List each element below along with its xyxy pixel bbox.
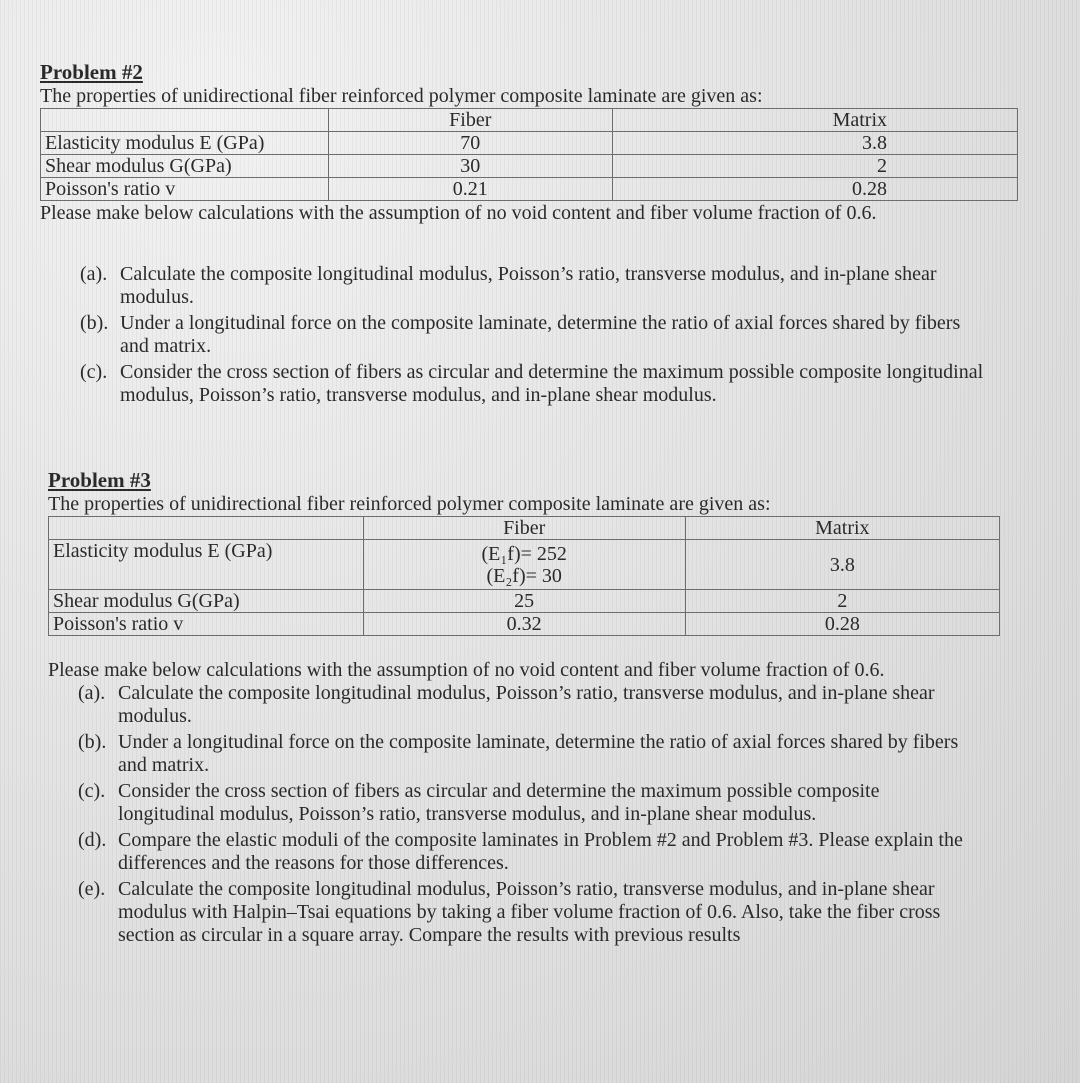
matrix-value: 2 [612, 155, 1017, 178]
list-item [78, 829, 978, 875]
row-label: Poisson's ratio v [49, 613, 364, 636]
table-row [49, 540, 1000, 590]
part-label: (e). [78, 878, 106, 900]
fiber-transverse-modulus: (E₂f)= 30 [486, 564, 562, 587]
list-item [78, 878, 978, 947]
part-label: (b). [80, 312, 109, 334]
row-label: Poisson's ratio v [41, 178, 329, 201]
matrix-value: 3.8 [612, 132, 1017, 155]
row-label: Shear modulus G(GPa) [49, 590, 364, 613]
list-item [78, 780, 978, 826]
matrix-value: 2 [685, 590, 999, 613]
part-text: Consider the cross section of fibers as circular and determine the maximum possible composite longitudinal modulus, Poisson’s ratio, transverse modulus, and in-plane shear modulus. [118, 780, 880, 825]
problem-3-properties-table [48, 516, 1000, 636]
list-item [80, 263, 985, 309]
table-row [41, 132, 1018, 155]
fiber-value: 70 [328, 132, 612, 155]
problem-2-assumption: Please make below calculations with the assumption of no void content and fiber volume fraction of 0.6. [40, 202, 877, 224]
part-text: Calculate the composite longitudinal modulus, Poisson’s ratio, transverse modulus, and in-plane shear modulus. [118, 682, 935, 727]
part-label: (c). [78, 780, 106, 802]
fiber-value: 25 [363, 590, 685, 613]
list-item [78, 731, 978, 777]
matrix-value: 3.8 [685, 540, 999, 590]
part-label: (a). [78, 682, 106, 704]
matrix-value: 0.28 [685, 613, 999, 636]
table-header-row [49, 517, 1000, 540]
problem-3-title: Problem #3 [48, 468, 151, 492]
row-label: Elasticity modulus E (GPa) [49, 540, 364, 590]
part-label: (a). [80, 263, 108, 285]
table-row [49, 613, 1000, 636]
part-text: Calculate the composite longitudinal modulus, Poisson’s ratio, transverse modulus, and in-plane shear modulus with Halpin–Tsai equations by taking a fiber volume fraction of 0.6. Also, take the fiber cross section as circular in a square array. Compare the results with previous results [118, 878, 941, 946]
row-label: Elasticity modulus E (GPa) [41, 132, 329, 155]
fiber-value-cell [363, 540, 685, 590]
part-text: Under a longitudinal force on the composite laminate, determine the ratio of axial forces shared by fibers and matrix. [118, 731, 959, 776]
table-header-fiber: Fiber [363, 517, 685, 540]
table-header-row [41, 109, 1018, 132]
part-text: Consider the cross section of fibers as circular and determine the maximum possible composite longitudinal modulus, Poisson’s ratio, transverse modulus, and in-plane shear modulus. [120, 361, 984, 406]
problem-2-title: Problem #2 [40, 60, 143, 84]
problem-2-parts-list [80, 263, 985, 407]
list-item [78, 682, 978, 728]
row-label: Shear modulus G(GPa) [41, 155, 329, 178]
problem-3-intro: The properties of unidirectional fiber reinforced polymer composite laminate are given as: [48, 493, 771, 515]
table-header-matrix: Matrix [612, 109, 1017, 132]
fiber-value: 0.21 [328, 178, 612, 201]
fiber-longitudinal-modulus: (E₁f)= 252 [481, 542, 567, 565]
part-text: Calculate the composite longitudinal modulus, Poisson’s ratio, transverse modulus, and in-plane shear modulus. [120, 263, 937, 308]
table-header-fiber: Fiber [328, 109, 612, 132]
list-item [80, 361, 985, 407]
problem-3-assumption: Please make below calculations with the assumption of no void content and fiber volume fraction of 0.6. [48, 659, 885, 681]
part-label: (d). [78, 829, 107, 851]
part-label: (c). [80, 361, 108, 383]
part-text: Under a longitudinal force on the composite laminate, determine the ratio of axial forces shared by fibers and matrix. [120, 312, 961, 357]
table-row [41, 155, 1018, 178]
problem-3-parts-list [78, 682, 978, 947]
table-row [49, 590, 1000, 613]
matrix-value: 0.28 [612, 178, 1017, 201]
part-text: Compare the elastic moduli of the composite laminates in Problem #2 and Problem #3. Please explain the differences and the reasons for those differences. [118, 829, 963, 874]
table-row [41, 178, 1018, 201]
problem-2-properties-table [40, 108, 1018, 201]
table-header-empty [49, 517, 364, 540]
problem-2-section [40, 60, 1020, 410]
problem-2-intro: The properties of unidirectional fiber reinforced polymer composite laminate are given as: [40, 85, 763, 107]
list-item [80, 312, 985, 358]
part-label: (b). [78, 731, 107, 753]
problem-3-section [48, 468, 1008, 950]
fiber-value: 0.32 [363, 613, 685, 636]
table-header-empty [41, 109, 329, 132]
table-header-matrix: Matrix [685, 517, 999, 540]
fiber-value: 30 [328, 155, 612, 178]
